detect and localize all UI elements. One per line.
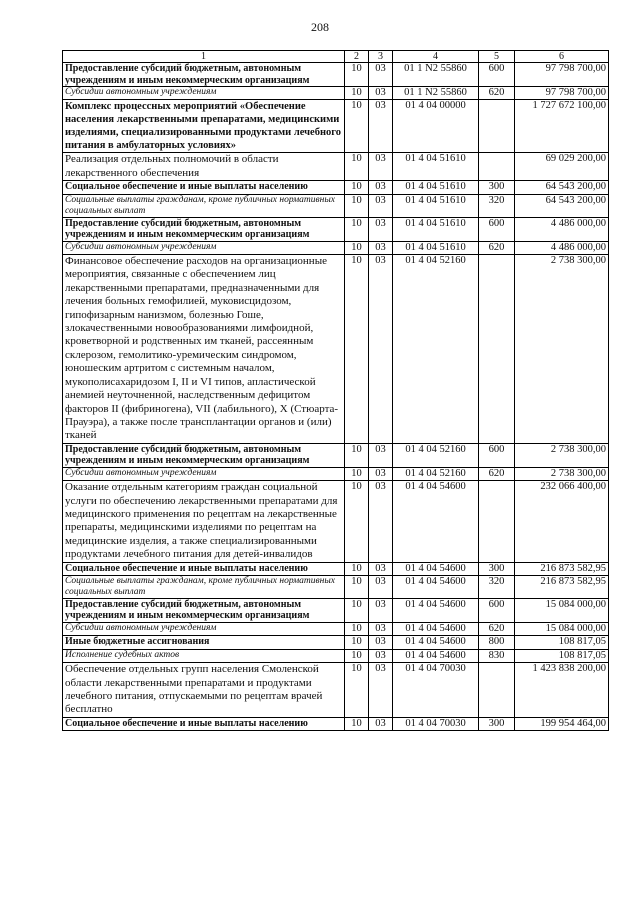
row-name-cell: Субсидии автономным учреждениям [63,467,345,480]
row-name-cell: Социальные выплаты гражданам, кроме публичных нормативных социальных выплат [63,575,345,598]
row-name-cell: Социальное обеспечение и иные выплаты населению [63,181,345,194]
target-article-cell: 01 4 04 52160 [393,443,479,467]
table-row [63,87,609,100]
target-article-cell: 01 4 04 54600 [393,562,479,575]
subsection-code-cell: 03 [369,636,393,649]
section-code-cell: 10 [345,443,369,467]
section-code-cell: 10 [345,575,369,598]
header-cell: 6 [515,51,609,63]
amount-cell: 4 486 000,00 [515,241,609,254]
row-name-cell: Иные бюджетные ассигнования [63,636,345,649]
expense-type-cell [479,255,515,444]
expense-type-cell: 620 [479,622,515,635]
amount-cell: 69 029 200,00 [515,153,609,181]
subsection-code-cell: 03 [369,649,393,662]
subsection-code-cell: 03 [369,100,393,153]
section-code-cell: 10 [345,153,369,181]
amount-cell: 2 738 300,00 [515,255,609,444]
target-article-cell: 01 1 N2 55860 [393,87,479,100]
amount-cell: 64 543 200,00 [515,181,609,194]
expense-type-cell: 300 [479,717,515,730]
expense-type-cell: 300 [479,181,515,194]
section-code-cell: 10 [345,481,369,562]
row-name-cell: Оказание отдельным категориям граждан социальной услуги по обеспечению лекарственными препаратами для медицинского применения по рецептам на лекарственные препараты, медицинскими изделиями по рецептам на медицинские изделия, а также специализированными продуктами лечебного питания для детей-инвалидов [63,481,345,562]
header-cell: 1 [63,51,345,63]
section-code-cell: 10 [345,622,369,635]
amount-cell: 1 727 672 100,00 [515,100,609,153]
table-row [63,194,609,217]
expense-type-cell [479,481,515,562]
amount-cell: 97 798 700,00 [515,87,609,100]
page-number: 208 [311,20,329,34]
table-row [63,481,609,562]
table-row [63,649,609,662]
table-row [63,153,609,181]
amount-cell: 199 954 464,00 [515,717,609,730]
amount-cell: 15 084 000,00 [515,622,609,635]
subsection-code-cell: 03 [369,194,393,217]
subsection-code-cell: 03 [369,255,393,444]
budget-table [62,50,609,731]
expense-type-cell: 620 [479,241,515,254]
section-code-cell: 10 [345,467,369,480]
section-code-cell: 10 [345,636,369,649]
header-cell: 5 [479,51,515,63]
expense-type-cell [479,100,515,153]
header-cell: 2 [345,51,369,63]
row-name-cell: Субсидии автономным учреждениям [63,622,345,635]
table-row [63,241,609,254]
row-name-cell: Реализация отдельных полномочий в области лекарственного обеспечения [63,153,345,181]
subsection-code-cell: 03 [369,443,393,467]
amount-cell: 2 738 300,00 [515,467,609,480]
target-article-cell: 01 4 04 51610 [393,181,479,194]
table-row [63,181,609,194]
section-code-cell: 10 [345,87,369,100]
table-row [63,575,609,598]
section-code-cell: 10 [345,663,369,718]
table-row [63,663,609,718]
table-row [63,467,609,480]
subsection-code-cell: 03 [369,181,393,194]
table-row [63,562,609,575]
expense-type-cell: 600 [479,63,515,87]
amount-cell: 4 486 000,00 [515,217,609,241]
amount-cell: 108 817,05 [515,636,609,649]
section-code-cell: 10 [345,241,369,254]
section-code-cell: 10 [345,217,369,241]
expense-type-cell: 320 [479,194,515,217]
section-code-cell: 10 [345,717,369,730]
expense-type-cell: 620 [479,467,515,480]
amount-cell: 2 738 300,00 [515,443,609,467]
row-name-cell: Предоставление субсидий бюджетным, автономным учреждениям и иным некоммерческим организациям [63,598,345,622]
target-article-cell: 01 4 04 54600 [393,649,479,662]
subsection-code-cell: 03 [369,562,393,575]
expense-type-cell: 320 [479,575,515,598]
target-article-cell: 01 4 04 51610 [393,153,479,181]
subsection-code-cell: 03 [369,467,393,480]
row-name-cell: Субсидии автономным учреждениям [63,241,345,254]
amount-cell: 216 873 582,95 [515,562,609,575]
amount-cell: 232 066 400,00 [515,481,609,562]
subsection-code-cell: 03 [369,481,393,562]
row-name-cell: Социальные выплаты гражданам, кроме публичных нормативных социальных выплат [63,194,345,217]
section-code-cell: 10 [345,562,369,575]
section-code-cell: 10 [345,649,369,662]
amount-cell: 64 543 200,00 [515,194,609,217]
subsection-code-cell: 03 [369,622,393,635]
subsection-code-cell: 03 [369,575,393,598]
amount-cell: 1 423 838 200,00 [515,663,609,718]
row-name-cell: Финансовое обеспечение расходов на организационные мероприятия, связанные с обеспечением лиц лекарственными препаратами, предназначенными для лечения больных гемофилией, муковисцидозом, гипофизарным нанизмом, болезнью Гоше, злокачественными новообразованиями лимфоидной, кроветворной и родственных им тканей, рассеянным склерозом, гемолитико-уремическим синдромом, юношеским артритом с системным началом, мукополисахаридозом I, II и VI типов, апластической анемией неуточненной, наследственным дефицитом факторов II (фибриногена), VII (лабильного), X (Стюарта-Прауэра), а также после трансплантации органов и (или) тканей [63,255,345,444]
subsection-code-cell: 03 [369,217,393,241]
expense-type-cell: 600 [479,443,515,467]
row-name-cell: Социальное обеспечение и иные выплаты населению [63,562,345,575]
row-name-cell: Предоставление субсидий бюджетным, автономным учреждениям и иным некоммерческим организациям [63,217,345,241]
table-row [63,622,609,635]
target-article-cell: 01 4 04 54600 [393,481,479,562]
target-article-cell: 01 4 04 00000 [393,100,479,153]
table-header-row [63,51,609,63]
expense-type-cell [479,663,515,718]
expense-type-cell: 600 [479,598,515,622]
table-row [63,217,609,241]
expense-type-cell: 830 [479,649,515,662]
target-article-cell: 01 4 04 54600 [393,622,479,635]
row-name-cell: Исполнение судебных актов [63,649,345,662]
expense-type-cell [479,153,515,181]
subsection-code-cell: 03 [369,598,393,622]
target-article-cell: 01 1 N2 55860 [393,63,479,87]
header-cell: 3 [369,51,393,63]
row-name-cell: Комплекс процессных мероприятий «Обеспечение населения лекарственными препаратами, медицинскими изделиями, специализированными продуктами лечебного питания в амбулаторных условиях» [63,100,345,153]
table-row [63,443,609,467]
amount-cell: 15 084 000,00 [515,598,609,622]
subsection-code-cell: 03 [369,63,393,87]
row-name-cell: Социальное обеспечение и иные выплаты населению [63,717,345,730]
target-article-cell: 01 4 04 52160 [393,255,479,444]
subsection-code-cell: 03 [369,663,393,718]
expense-type-cell: 620 [479,87,515,100]
section-code-cell: 10 [345,255,369,444]
section-code-cell: 10 [345,194,369,217]
table-row [63,255,609,444]
amount-cell: 97 798 700,00 [515,63,609,87]
table-row [63,598,609,622]
table-row [63,100,609,153]
target-article-cell: 01 4 04 51610 [393,241,479,254]
section-code-cell: 10 [345,63,369,87]
target-article-cell: 01 4 04 70030 [393,663,479,718]
target-article-cell: 01 4 04 70030 [393,717,479,730]
section-code-cell: 10 [345,598,369,622]
subsection-code-cell: 03 [369,87,393,100]
row-name-cell: Субсидии автономным учреждениям [63,87,345,100]
expense-type-cell: 300 [479,562,515,575]
section-code-cell: 10 [345,100,369,153]
section-code-cell: 10 [345,181,369,194]
target-article-cell: 01 4 04 51610 [393,194,479,217]
row-name-cell: Предоставление субсидий бюджетным, автономным учреждениям и иным некоммерческим организациям [63,63,345,87]
row-name-cell: Предоставление субсидий бюджетным, автономным учреждениям и иным некоммерческим организациям [63,443,345,467]
subsection-code-cell: 03 [369,717,393,730]
expense-type-cell: 600 [479,217,515,241]
target-article-cell: 01 4 04 54600 [393,575,479,598]
table-row [63,63,609,87]
subsection-code-cell: 03 [369,241,393,254]
amount-cell: 216 873 582,95 [515,575,609,598]
target-article-cell: 01 4 04 54600 [393,636,479,649]
expense-type-cell: 800 [479,636,515,649]
target-article-cell: 01 4 04 52160 [393,467,479,480]
amount-cell: 108 817,05 [515,649,609,662]
target-article-cell: 01 4 04 51610 [393,217,479,241]
table-row [63,717,609,730]
subsection-code-cell: 03 [369,153,393,181]
target-article-cell: 01 4 04 54600 [393,598,479,622]
row-name-cell: Обеспечение отдельных групп населения Смоленской области лекарственными препаратами и продуктами лечебного питания, отпускаемыми по рецептам врачей бесплатно [63,663,345,718]
header-cell: 4 [393,51,479,63]
table-row [63,636,609,649]
